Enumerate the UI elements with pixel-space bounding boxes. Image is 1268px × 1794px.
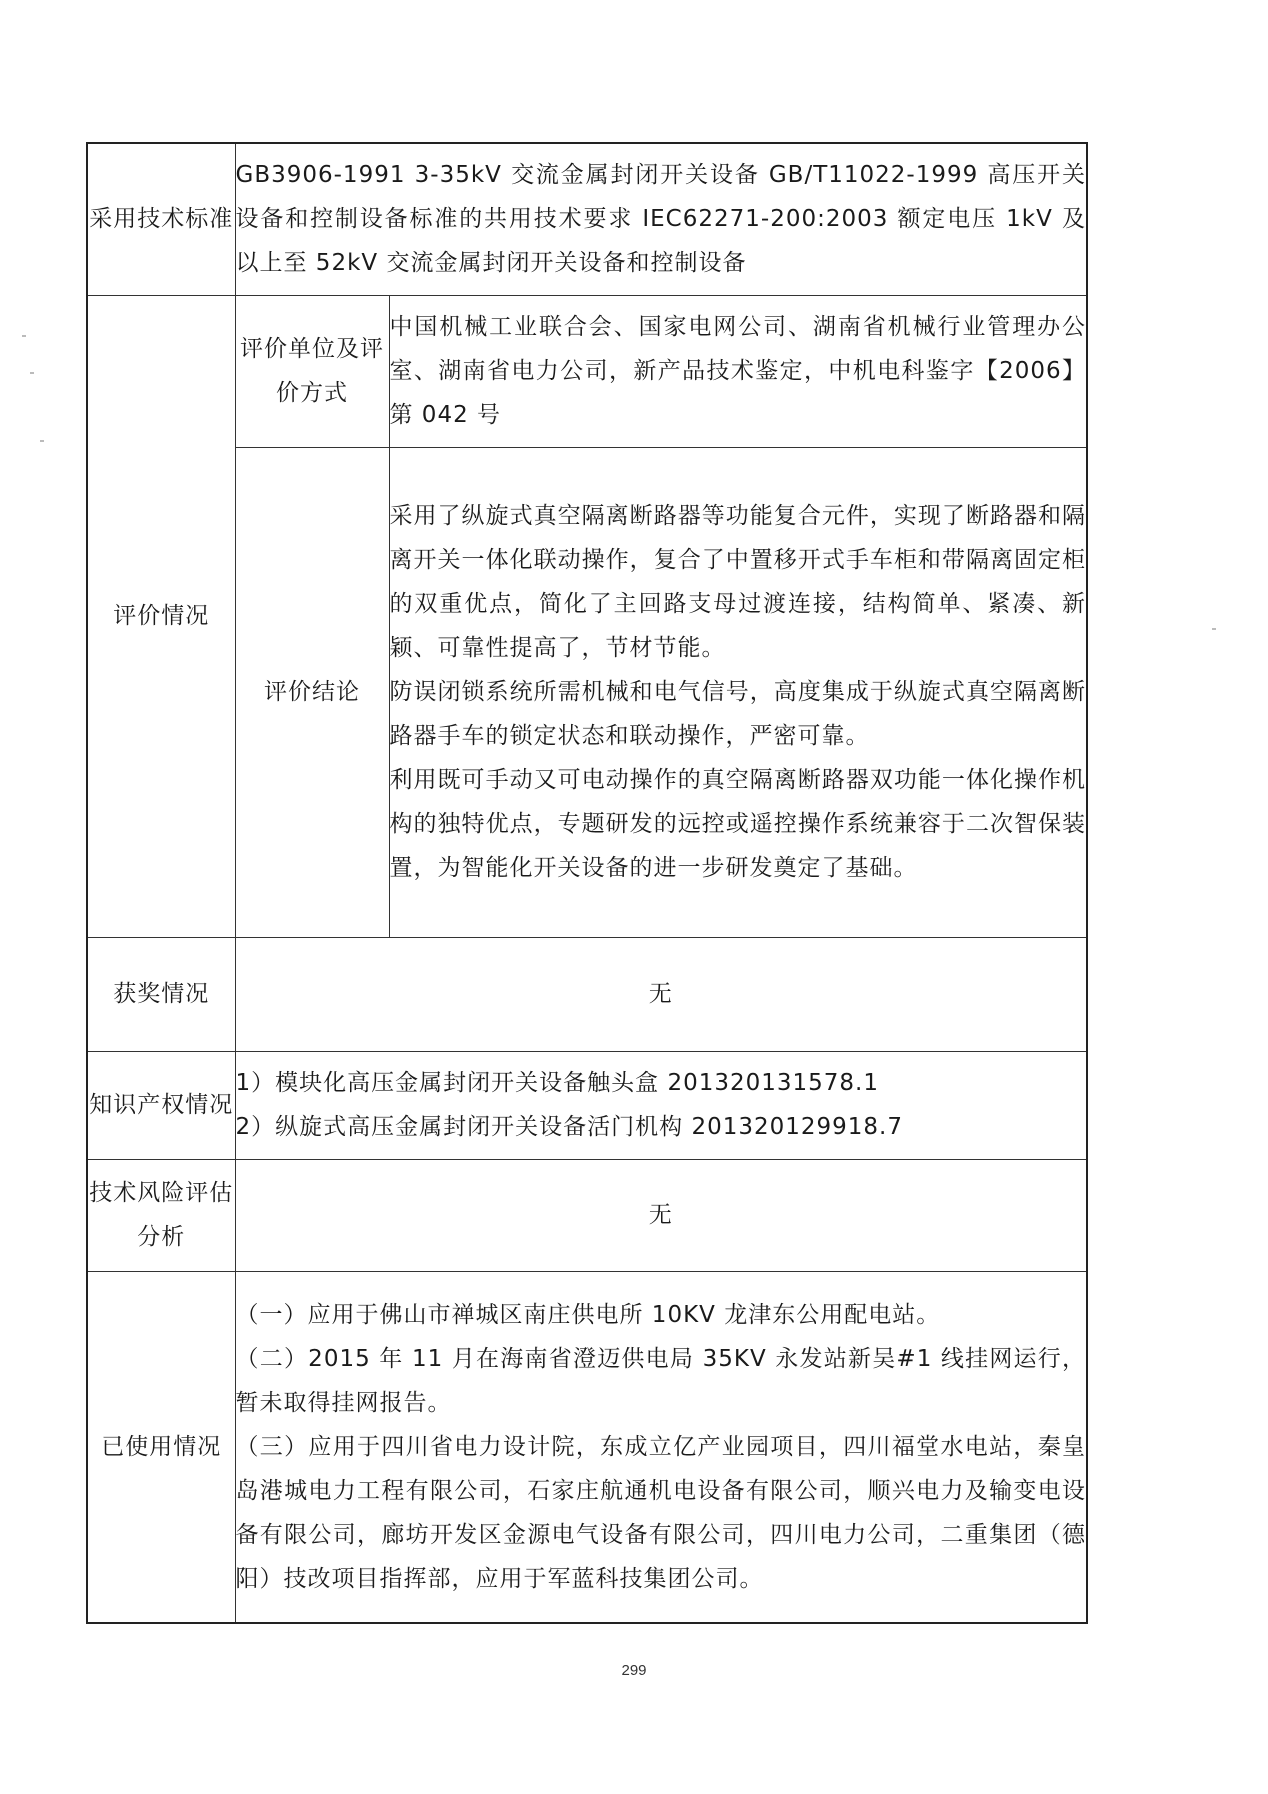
row-evaluation-unit (87, 295, 1087, 447)
row-standards (87, 143, 1087, 295)
row-awards (87, 937, 1087, 1051)
evaluation-label: 评价情况 (87, 295, 235, 937)
ip-list (235, 1051, 1087, 1159)
usage-text (235, 1271, 1087, 1623)
page-number: 299 (621, 1662, 647, 1679)
usage-paragraph: （二）2015 年 11 月在海南省澄迈供电局 35KV 永发站新吴#1 线挂网运行，暂未取得挂网报告。 (235, 1345, 1087, 1416)
usage-paragraph: （一）应用于佛山市禅城区南庄供电所 10KV 龙津东公用配电站。 (235, 1301, 941, 1328)
evaluation-conclusion-label: 评价结论 (235, 447, 389, 937)
scan-artifact (40, 440, 44, 442)
conclusion-paragraph: 防误闭锁系统所需机械和电气信号，高度集成于纵旋式真空隔离断路器手车的锁定状态和联动操作，严密可靠。 (389, 679, 1087, 749)
row-usage (87, 1271, 1087, 1623)
awards-value: 无 (235, 937, 1087, 1051)
standards-text: GB3906-1991 3-35kV 交流金属封闭开关设备 GB/T11022-1999 高压开关设备和控制设备标准的共用技术要求 IEC62271-200:2003 额定电压 1kV 及以上至 52kV 交流金属封闭开关设备和控制设备 (235, 143, 1087, 295)
conclusion-paragraph: 采用了纵旋式真空隔离断路器等功能复合元件，实现了断路器和隔离开关一体化联动操作，复合了中置移开式手车柜和带隔离固定柜的双重优点，简化了主回路支母过渡连接，结构简单、紧凑、新颖、可靠性提高了，节材节能。 (389, 503, 1087, 661)
scan-artifact (22, 335, 26, 337)
conclusion-paragraph: 利用既可手动又可电动操作的真空隔离断路器双功能一体化操作机构的独特优点，专题研发的远控或遥控操作系统兼容于二次智保装置，为智能化开关设备的进一步研发奠定了基础。 (389, 767, 1087, 881)
evaluation-unit-text: 中国机械工业联合会、国家电网公司、湖南省机械行业管理办公室、湖南省电力公司，新产品技术鉴定，中机电科鉴字【2006】第 042 号 (389, 295, 1087, 447)
scan-artifact (1212, 628, 1216, 630)
evaluation-unit-label: 评价单位及评价方式 (235, 295, 389, 447)
row-evaluation-conclusion (87, 447, 1087, 937)
ip-item: 1）模块化高压金属封闭开关设备触头盒 201320131578.1 (235, 1070, 879, 1096)
standards-label: 采用技术标准 (87, 143, 235, 295)
scan-artifact (30, 372, 34, 374)
risk-value: 无 (235, 1159, 1087, 1271)
ip-item: 2）纵旋式高压金属封闭开关设备活门机构 201320129918.7 (235, 1114, 903, 1140)
row-ip (87, 1051, 1087, 1159)
usage-label: 已使用情况 (87, 1271, 235, 1623)
awards-label: 获奖情况 (87, 937, 235, 1051)
usage-paragraph: （三）应用于四川省电力设计院，东成立亿产业园项目，四川福堂水电站，秦皇岛港城电力工程有限公司，石家庄航通机电设备有限公司，顺兴电力及输变电设备有限公司，廊坊开发区金源电气设备有限公司，四川电力公司，二重集团（德阳）技改项目指挥部，应用于军蓝科技集团公司。 (235, 1433, 1087, 1592)
evaluation-form-table (86, 142, 1088, 1624)
evaluation-conclusion-text (389, 447, 1087, 937)
ip-label: 知识产权情况 (87, 1051, 235, 1159)
risk-label: 技术风险评估分析 (87, 1159, 235, 1271)
row-risk (87, 1159, 1087, 1271)
